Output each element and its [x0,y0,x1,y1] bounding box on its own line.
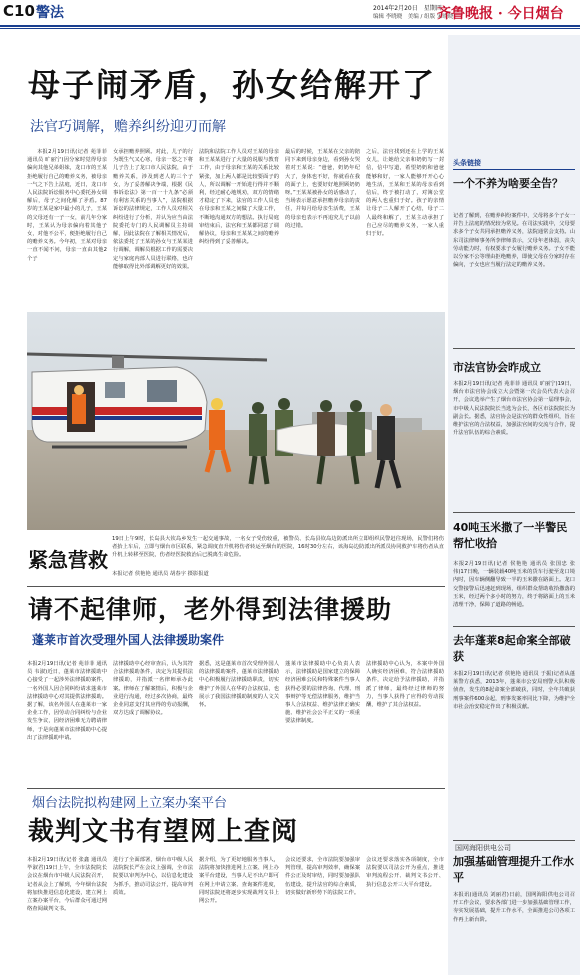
photo-label: 紧急营救 [28,548,108,572]
story1-column-4: 最后的时候，王某某在父亲的陪同下来到母亲身边，看到孙女哭着对王某说：“爸爸，奶奶年纪大了，身体也不好，你就看在我的面子上，也要好好地照顾奶奶呀。”王某某被孙女的话感动了，当场表示愿意承担赡养母亲的责任，并每月给母亲生活费，王某的母亲也表示不再追究儿子以前的过错。 [285,149,360,229]
divider [27,788,445,789]
sidebar-divider [453,626,575,627]
story3-kicker: 烟台法院拟构建网上立案办案平台 [32,796,228,811]
story2-column-2: 法律援助中心经审查后，认为其符合法律援助条件，决定为其提供法律援助，并指派一名律师承办此案。律师在了解案情后，积极与企业进行沟通，经过多次协商，最终企业同意支付其应得的劳动报酬，双方达成了调解协议。 [113,661,193,717]
story2-column-4: 蓬莱市法律援助中心负责人表示，法律援助是国家建立的保障经济困难公民和特殊案件当事人获得必要的法律咨询、代理、刑事辩护等无偿法律服务，维护当事人合法权益、维护法律正确实施、维护社会公平正义的一项重要法律制度。 [285,661,360,725]
story3-column-3: 据介绍，为了更好地服务当事人，法院将加快推进网上立案、网上办案平台建设，当事人足不出户即可在网上申请立案、查询案件进度，同时法院还将逐步实现裁判文书上网公开。 [199,857,279,905]
sidebar-divider [453,512,575,513]
sidebar-item3-title: 40吨玉米撒了一半警民帮忙收拾 [453,521,568,550]
story3-headline: 裁判文书有望网上查阅 [28,817,299,847]
divider [27,586,445,587]
issue-date: 2014年2月20日 星期四 [373,5,442,12]
story3-column-1: 本报2月19日讯(记者 张鑫 通讯员 毕淑君)19日上午，全市法院院长会议在烟台市中级人民法院召开，记者从会上了解到，今年烟台法院将加快推进信息化建设，建立网上立案办案平台，今后群众可通过网络查阅裁判文书。 [27,857,107,913]
story1-column-1: 本报2月19日讯(记者 苑菲菲 通讯员 旷丽宁)因分家时觉得母亲偏向其他兄弟姐妹，龙口市的王某拒绝履行自己的赡养义务，被母亲一气之下告上法庭，近日，龙口市人民法院诉讼服务中心委托孙女调解后，母子之间化解了矛盾。87岁的王某是家中最小的儿子，王某的父母还有一子一女，前几年分家时，王某认为母亲偏向着其他子女，对他不公平，便拒绝履行自己的赡养义务。今年初，王某对母亲一直不闻不问，母亲一直由其他2个子 [27,149,107,262]
sidebar-item1-title: 一个不养为啥要全告？ [453,177,563,190]
sidebar-item4-body: 本报2月19日讯(记者 侯艳艳 通讯员 于振)记者从蓬莱警方获悉，2013年，蓬莱市公安局刑警大队积极侦查，发生的8起命案全部破获，同时，全年共破获刑事案件600余起，刑事发案率同比下降，为维护全市社会治安稳定作出了积极贡献。 [453,671,575,710]
sidebar-tag: 头条链接 [453,159,481,167]
editors-credit: 编辑 李晓晓 美编 / 组版 宋晓晓 [373,14,454,20]
sidebar-divider [453,169,575,170]
header-rule-thin [0,28,580,29]
sidebar-item5-title: 加强基础管理提升工作水平 [453,855,574,884]
story3-column-4: 会议还要求，全市法院要加强审判管理，提高审判效率，确保案件公正及时审结，同时要加强队伍建设，提升法官的综合素质，切实做好新形势下的法院工作。 [285,857,360,896]
sidebar-divider [453,840,575,841]
story2-headline: 请不起律师，老外得到法律援助 [28,595,393,624]
story1-headline: 母子闹矛盾，孙女给解开了 [28,66,437,104]
sidebar-item4-title: 去年蓬莱8起命案全部破获 [453,634,571,663]
rescue-photo [27,312,445,530]
sidebar-divider [453,348,575,349]
sidebar-item1-body: 记者了解到，在赡养纠纷案件中，父母将多个子女一并告上法庭的情况较为常见。在司法实践中，父母要求多个子女共同承担赡养义务，法院通常会支持。山东司法律师事务所李律师表示，父母年老体弱，丧失劳动能力时，有权要求子女履行赡养义务。子女不能以分家不公等理由拒绝赡养，即使父母在分家时存在偏向，子女也应当履行法定的赡养义务。 [453,213,575,269]
page-number: C10 [3,2,35,20]
story3-column-2: 进行了全面部署，烟台市中级人民法院院长严在会议上强调，全市法院要以审判为中心，以信息化建设为抓手，推动司法公开，提高审判质效。 [113,857,193,896]
story1-column-2: 女承担赡养照顾。对此，儿子的行为既生气又心寒，母亲一怒之下将儿子告上了龙口市人民法院，由于赡养关系，涉及到老人的三个子女，为了妥善解决争端，根据《民事诉讼法》第一百一十九条“必须有利害关系的当事人”，法院根据诉讼的法律规定，工作人员对相关纠纷进行了分析，并认为应当由法院委托专门的人民调解员主持调解，因此法院在了解相关情况后，依法委托了王某的孙女与王某某进行调解，调解员根据工作的需要决定与家庭内部人员进行联络，也许能够取得比外部调解更好的效果。 [113,149,193,270]
story1-subhead: 法官巧调解，赡养纠纷迎刃而解 [30,119,226,135]
story1-column-5: 之后，法官找到还在上学的王某女儿，让她给父亲和奶奶写一封信，信中写道，希望奶奶和爸爸能够和好，一家人能够开开心心地生活，王某和王某的母亲看到信后，终于被打动了，对簿公堂的两人也重归于好。孩子的亲情让母子二人解开了心结，母子二人最终和解了，王某主动承担了自己应尽的赡养义务，一家人重归于好。 [366,149,444,238]
sidebar-item2-title: 市法官协会昨成立 [453,361,541,374]
header-rule [0,25,580,27]
photo-caption: 19日上午9时，长岛县大钦岛乡发生一起交通事故，一名女子受伤较重，被警员、长岛县钦岛边防派出所立即组织民警赶往现场，民警们将伤者抬上车后，立即与烟台市区联系，紧急调度直升机将伤者转运至烟台的医院，16时30分左右，该海岛边防派出所派员协同救护车将伤者从直升机上转移至医院，伤者经医院救治后已脱离生命危险。 [112,536,444,559]
story1-column-3: 法院和法院工作人员对王某的母亲和王某某进行了大量的说服与教育工作，由于母亲和王某的关系比较紧张，加上两人都是比较要面子的人，所以调解一开始进行得并不顺利，经过耐心地规劝，双方的情绪才稳定了下来，法官的工作人员也在母亲和王某之间做了大量工作，不断地沟通双方的想法。执行局庭审结束后，法官和王某都同意了调解协议，母亲和王某某之间的赡养纠纷得到了妥善解决。 [199,149,279,246]
sidebar-item5-tag: 国网海阳供电公司 [455,844,511,852]
sidebar-item5-body: 本报讯(通讯员 刘丽君)日前，国网海阳供电公司召开工作会议，要求各部门进一步加强基础管理工作，夯实发展基础，提升工作水平，全面推进公司各项工作再上新台阶。 [453,892,575,923]
story2-column-1: 本报2月19日讯(记者 苑菲菲 通讯员 韦淑)近日，蓬莱市法律援助中心接受了一起涉外法律援助案件，一名外国人因合同纠纷请求蓬莱市法律援助中心对其提供法律援助。据了解，该名外国人在蓬莱市一家企业工作，因劳动合同纠纷与企业发生争议，因经济困难无力聘请律师，于是向蓬莱市法律援助中心提出了法律援助申请。 [27,661,107,741]
sidebar-item3-body: 本报2月19日讯(记者 侯艳艳 通讯员 张国忠 张伟)17日晚，一辆装载40吨玉米的货车行驶至龙口境内时，因车辆侧翻导致一半的玉米撒在路面上。龙口交警接警后迅速赶到现场，组织群众帮助收拾撒落的玉米，经过两个多小时的努力，终于将路面上的玉米清理干净，保障了道路的畅通。 [453,561,575,609]
photo-credits: 本报记者 侯艳艳 通讯员 胡春宇 摄影报道 [112,571,209,577]
story2-column-3: 据悉，这是蓬莱市首次受理外国人的法律援助案件，蓬莱市法律援助中心积极履行法律援助职责，切实维护了外国人在华的合法权益，也展示了我国法律援助制度的人文关怀。 [199,661,279,709]
story3-column-5: 会议还要求落实各项制度，全市法院要以司法公开为重点，推进审判流程公开、裁判文书公开、执行信息公开三大平台建设。 [366,857,444,888]
section-name: 警法 [36,5,64,21]
story2-subhead: 蓬莱市首次受理外国人法律援助案件 [32,633,225,647]
sidebar-item2-body: 本报2月19日讯(记者 苑菲菲 通讯员 旷丽宁)19日，烟台市法官协会成立大会暨第一次会员代表大会召开，会议选举产生了烟台市法官协会第一届理事会，市中级人民法院院长当选为会长，各区市法院院长为副会长。据悉，法官协会是法官的群众性组织，旨在维护法官的合法权益，加强法官间的交流与合作，提升法官队伍的综合素质。 [453,381,575,437]
story2-column-5: 法律援助中心认为，本案中外国人确实经济困难，符合法律援助条件，决定给予法律援助，并指派了律师，最终经过律师的努力，当事人获得了应得的劳动报酬，维护了其合法权益。 [366,661,444,709]
newspaper-brand: 齐鲁晚报 · 今日烟台 [437,6,564,22]
